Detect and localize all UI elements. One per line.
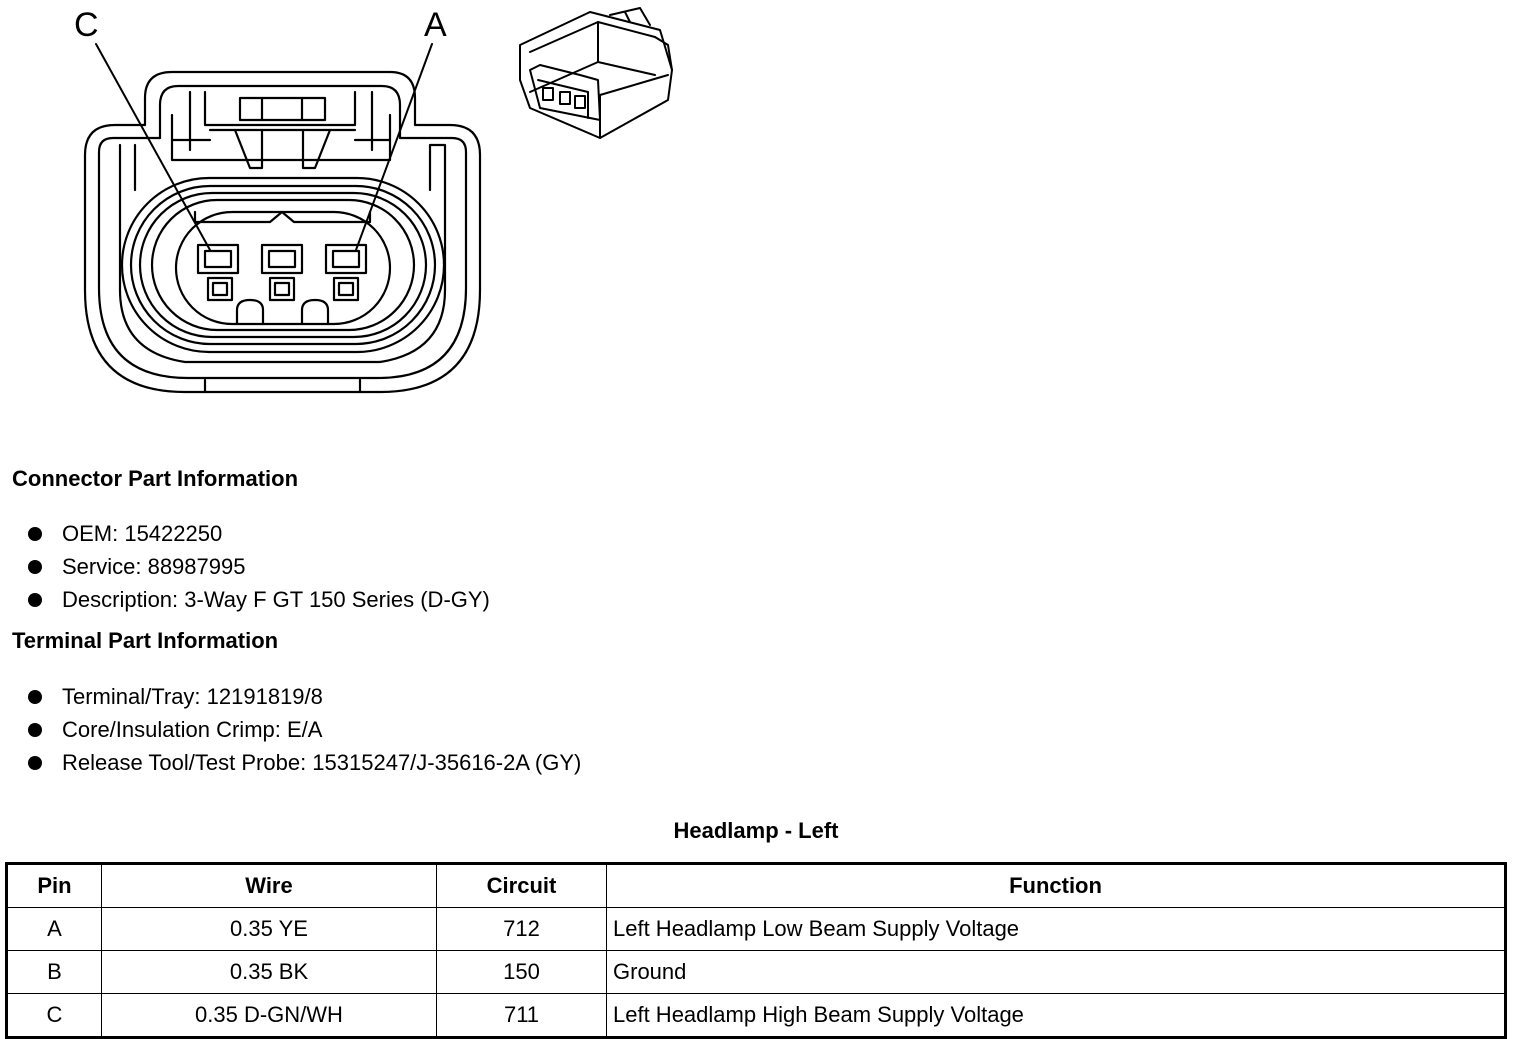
table-row bbox=[7, 908, 1506, 951]
list-item bbox=[28, 517, 490, 550]
terminal-cavities bbox=[198, 245, 366, 300]
cell-pin: A bbox=[7, 908, 102, 951]
terminal-release-tool: Release Tool/Test Probe: 15315247/J-35616-2A (GY) bbox=[62, 750, 582, 775]
table-row bbox=[7, 951, 1506, 994]
connector-info-heading: Connector Part Information bbox=[12, 466, 299, 491]
connector-oem: OEM: 15422250 bbox=[62, 521, 223, 546]
cell-function: Left Headlamp Low Beam Supply Voltage bbox=[607, 908, 1506, 951]
list-item bbox=[28, 550, 490, 583]
terminal-crimp: Core/Insulation Crimp: E/A bbox=[62, 717, 323, 742]
table-header-row bbox=[7, 864, 1506, 908]
cell-circuit: 711 bbox=[437, 994, 607, 1038]
bullet-icon bbox=[28, 560, 42, 574]
connector-face bbox=[85, 72, 480, 392]
cell-function: Ground bbox=[607, 951, 1506, 994]
cell-pin: B bbox=[7, 951, 102, 994]
header-pin: Pin bbox=[7, 864, 102, 908]
header-circuit: Circuit bbox=[437, 864, 607, 908]
cell-wire: 0.35 D-GN/WH bbox=[102, 994, 437, 1038]
terminal-info-list bbox=[28, 680, 581, 779]
connector-description: Description: 3-Way F GT 150 Series (D-GY) bbox=[62, 587, 490, 612]
bullet-icon bbox=[28, 690, 42, 704]
connector-service: Service: 88987995 bbox=[62, 554, 246, 579]
table-row bbox=[7, 994, 1506, 1038]
cell-wire: 0.35 BK bbox=[102, 951, 437, 994]
header-wire: Wire bbox=[102, 864, 437, 908]
list-item bbox=[28, 713, 581, 746]
connector-thumbnail bbox=[520, 8, 672, 138]
pinout-table bbox=[5, 862, 1507, 1039]
cell-wire: 0.35 YE bbox=[102, 908, 437, 951]
connector-info-list bbox=[28, 517, 490, 616]
terminal-tray: Terminal/Tray: 12191819/8 bbox=[62, 684, 323, 709]
connector-drawing bbox=[0, 0, 760, 410]
terminal-info-heading: Terminal Part Information bbox=[12, 628, 279, 653]
bullet-icon bbox=[28, 756, 42, 770]
bullet-icon bbox=[28, 723, 42, 737]
header-function: Function bbox=[607, 864, 1506, 908]
cell-circuit: 150 bbox=[437, 951, 607, 994]
cell-circuit: 712 bbox=[437, 908, 607, 951]
pin-c-label: C bbox=[74, 6, 99, 44]
cell-pin: C bbox=[7, 994, 102, 1038]
cell-function: Left Headlamp High Beam Supply Voltage bbox=[607, 994, 1506, 1038]
list-item bbox=[28, 746, 581, 779]
list-item bbox=[28, 583, 490, 616]
list-item bbox=[28, 680, 581, 713]
pin-a-label: A bbox=[424, 6, 447, 44]
pin-c-leader bbox=[96, 44, 210, 250]
bullet-icon bbox=[28, 593, 42, 607]
bullet-icon bbox=[28, 527, 42, 541]
table-title: Headlamp - Left bbox=[673, 818, 839, 843]
